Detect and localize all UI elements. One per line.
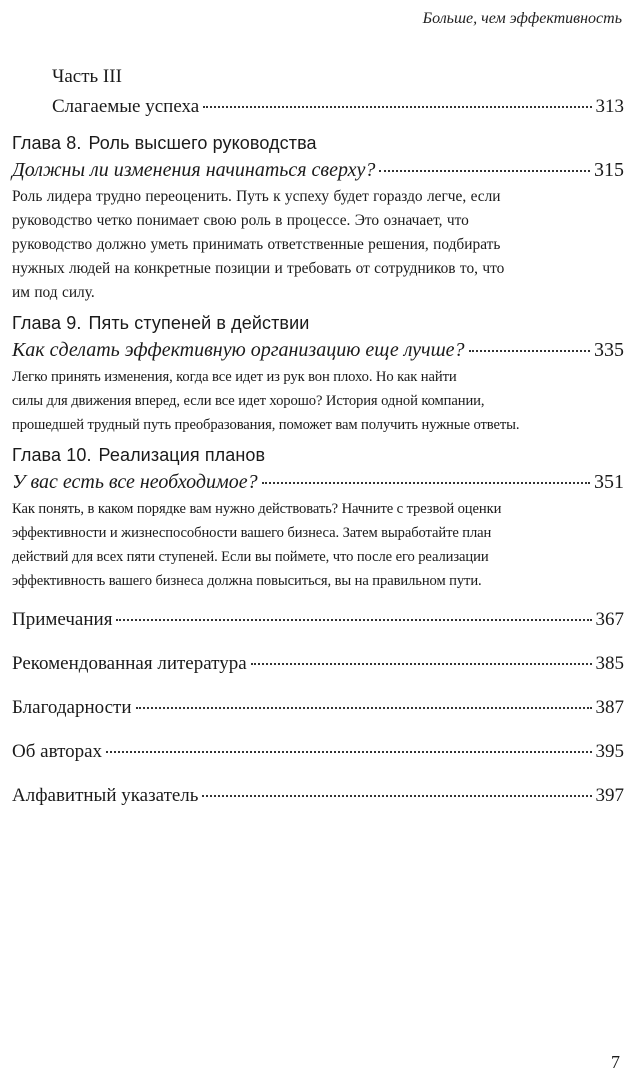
entry-title: Алфавитный указатель — [12, 785, 199, 806]
toc-entry-index[interactable] — [12, 782, 624, 810]
dot-leader — [251, 663, 592, 665]
summary-line: эффективность вашего бизнеса должна повыситься, вы на правильном пути. — [12, 573, 482, 589]
part-title: Слагаемые успеха — [52, 96, 200, 117]
page-number: 397 — [595, 785, 624, 806]
page-number: 387 — [595, 697, 624, 718]
page-number: 367 — [595, 609, 624, 630]
chapter-number: Глава 10. — [12, 445, 92, 465]
summary-line: силы для движения вперед, если все идет хорошо? История одной компании, — [12, 393, 485, 409]
summary-line: действий для всех пяти ступеней. Если вы поймете, что после его реализации — [12, 549, 489, 565]
chapter-entry-8 — [12, 130, 624, 305]
summary-line: руководство должно уметь принимать ответственные решения, подбирать — [12, 236, 501, 253]
chapter-title: Роль высшего руководства — [88, 133, 317, 153]
chapter-heading[interactable] — [12, 442, 624, 468]
chapter-heading[interactable] — [12, 130, 624, 156]
chapter-entry-9 — [12, 310, 624, 437]
page-number: 315 — [594, 159, 624, 181]
summary-line: Роль лидера трудно переоценить. Путь к успеху будет гораздо легче, если — [12, 188, 501, 205]
dot-leader — [116, 619, 591, 621]
summary-line: им под силу. — [12, 284, 95, 301]
chapter-title: Пять ступеней в действии — [88, 313, 310, 333]
page-number: 385 — [595, 653, 624, 674]
page-number: 335 — [594, 339, 624, 361]
entry-title: Примечания — [12, 609, 113, 630]
dot-leader — [262, 482, 590, 484]
page-number: 395 — [595, 741, 624, 762]
summary-line: эффективности и жизнеспособности вашего бизнеса. Затем выработайте план — [12, 525, 492, 541]
toc-entry-acknowledgments[interactable] — [12, 694, 624, 722]
chapter-summary — [12, 497, 624, 593]
chapter-summary — [12, 185, 624, 305]
dot-leader — [202, 795, 591, 797]
part-title-row[interactable] — [52, 92, 624, 122]
summary-line: Как понять, в каком порядке вам нужно действовать? Начните с трезвой оценки — [12, 501, 502, 517]
chapter-subtitle-row[interactable] — [12, 468, 624, 496]
page-number: 351 — [594, 471, 624, 493]
dot-leader — [469, 350, 590, 352]
toc-entry-about-authors[interactable] — [12, 738, 624, 766]
summary-line: прошедшей трудный путь преобразования, поможет вам получить нужные ответы. — [12, 417, 520, 433]
part-entry — [52, 62, 624, 122]
dot-leader — [136, 707, 592, 709]
chapter-entry-10 — [12, 442, 624, 593]
summary-line: нужных людей на конкретные позиции и требовать от сотрудников то, что — [12, 260, 505, 277]
chapter-subtitle-row[interactable] — [12, 336, 624, 364]
entry-title: Рекомендованная литература — [12, 653, 247, 674]
page-number: 313 — [595, 96, 624, 117]
entry-title: Об авторах — [12, 741, 103, 762]
chapter-subtitle: Должны ли изменения начинаться сверху? — [12, 159, 376, 181]
chapter-heading[interactable] — [12, 310, 624, 336]
chapter-summary — [12, 365, 624, 437]
toc-entry-recommended-reading[interactable] — [12, 650, 624, 678]
folio-page-number: 7 — [611, 1052, 620, 1072]
chapter-number: Глава 9. — [12, 313, 82, 333]
chapter-subtitle: Как сделать эффективную организацию еще лучше? — [12, 339, 465, 361]
entry-title: Благодарности — [12, 697, 132, 718]
chapter-subtitle: У вас есть все необходимое? — [12, 471, 258, 493]
chapter-title: Реализация планов — [98, 445, 266, 465]
part-label: Часть III — [52, 66, 122, 87]
dot-leader — [106, 751, 591, 753]
summary-line: руководство четко понимает свою роль в процессе. Это означает, что — [12, 212, 469, 229]
dot-leader — [203, 106, 591, 108]
toc-entry-notes[interactable] — [12, 606, 624, 634]
chapter-number: Глава 8. — [12, 133, 82, 153]
summary-line: Легко принять изменения, когда все идет из рук вон плохо. Но как найти — [12, 369, 457, 385]
dot-leader — [379, 170, 590, 172]
chapter-subtitle-row[interactable] — [12, 156, 624, 184]
running-head: Больше, чем эффективность — [422, 10, 622, 27]
